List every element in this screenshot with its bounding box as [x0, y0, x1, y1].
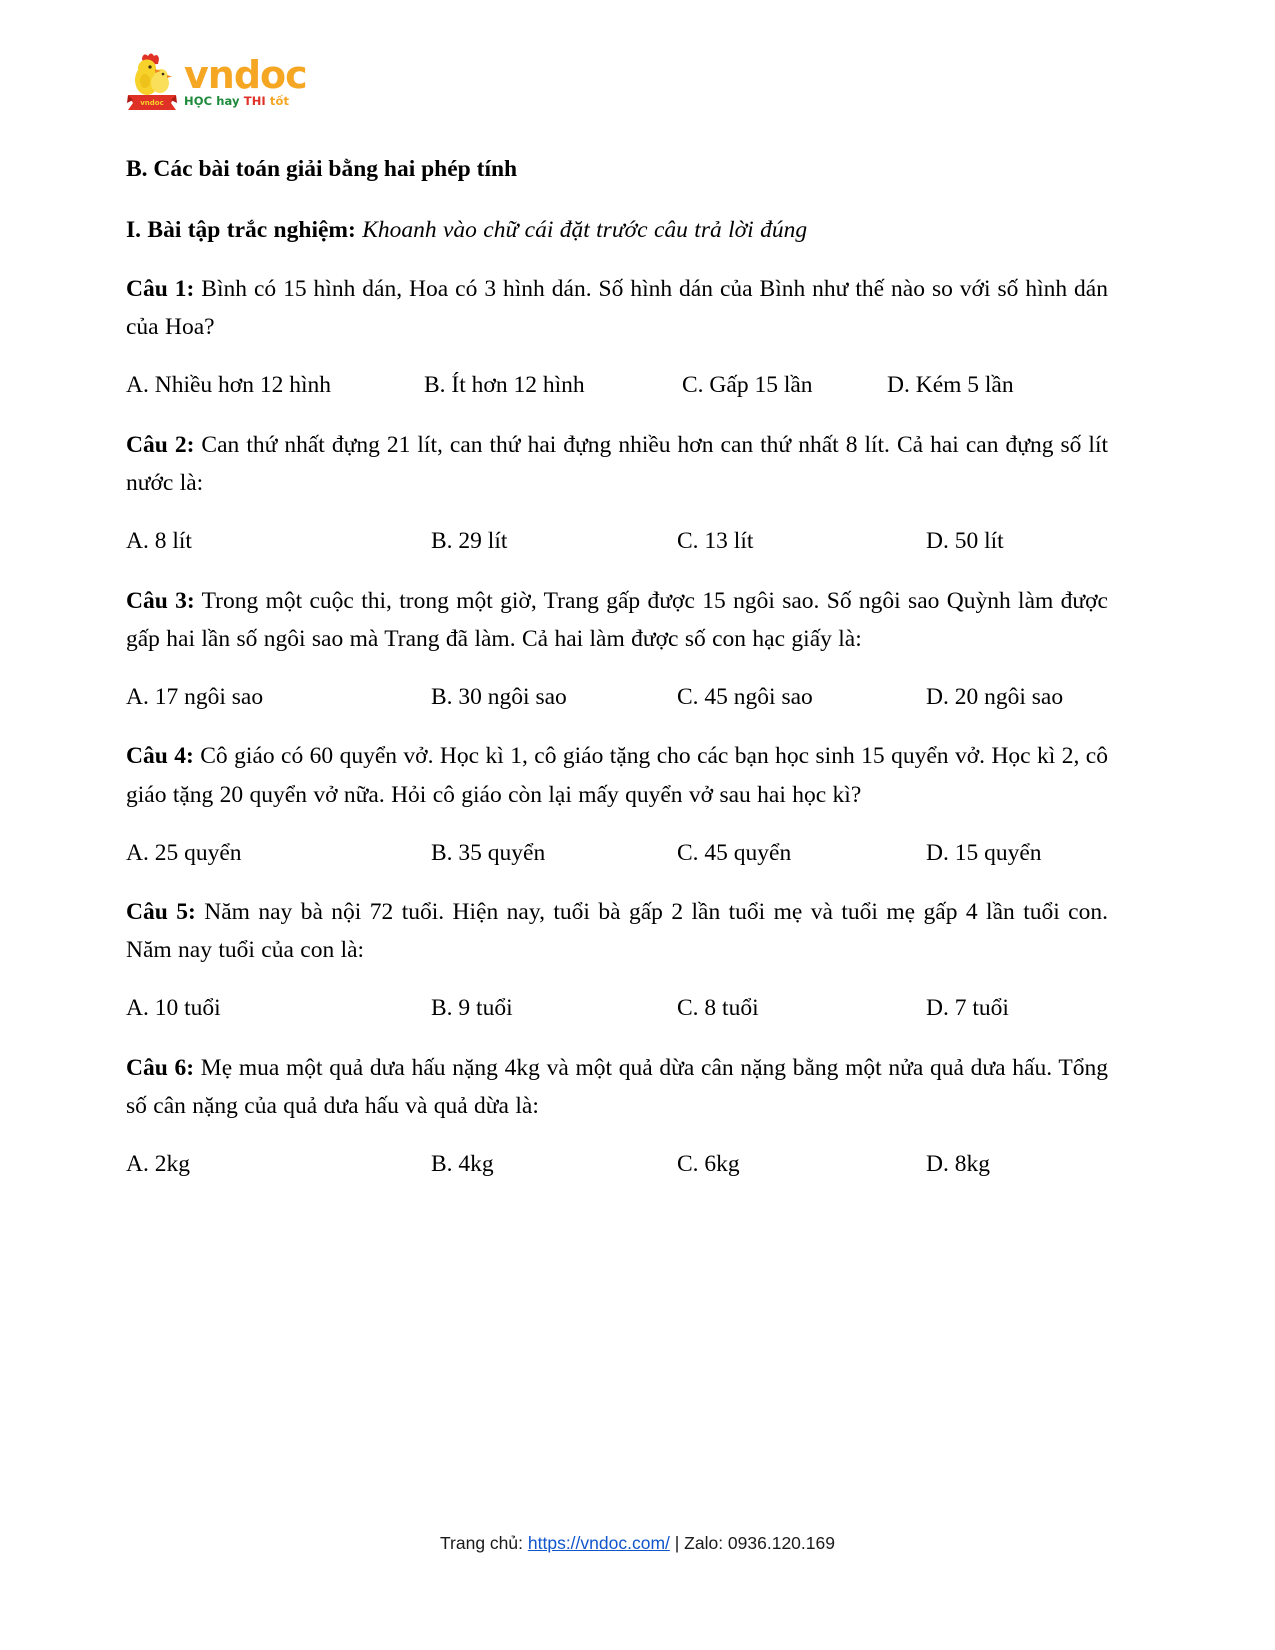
question-2-option-c[interactable]: C. 13 lít	[677, 528, 754, 555]
question-4-option-d[interactable]: D. 15 quyển	[926, 839, 1042, 866]
exercise-instruction: Khoanh vào chữ cái đặt trước câu trả lời đúng	[355, 217, 808, 244]
question-5-options	[126, 990, 1108, 1028]
question-6-option-b[interactable]: B. 4kg	[431, 1151, 494, 1178]
document-body	[126, 152, 1108, 1205]
question-5-option-d[interactable]: D. 7 tuổi	[926, 995, 1009, 1022]
svg-text:vndoc: vndoc	[140, 99, 164, 107]
question-1-text: Bình có 15 hình dán, Hoa có 3 hình dán. Số hình dán của Bình như thế nào so với số hình dán của Hoa?	[126, 276, 1108, 341]
question-1-option-c[interactable]: C. Gấp 15 lần	[682, 372, 813, 399]
logo-tagline	[184, 93, 290, 108]
question-2-label: Câu 2:	[126, 432, 195, 459]
question-2-option-a[interactable]: A. 8 lít	[126, 528, 192, 555]
question-3-label: Câu 3:	[126, 587, 195, 614]
question-5-option-b[interactable]: B. 9 tuổi	[431, 995, 513, 1022]
logo-tagline-thi: THI	[243, 93, 270, 108]
chick-mascot-icon	[126, 50, 178, 112]
question-1-option-a[interactable]: A. Nhiều hơn 12 hình	[126, 372, 331, 399]
footer-homepage-link[interactable]: https://vndoc.com/	[527, 1533, 670, 1553]
section-heading-b: B. Các bài toán giải bằng hai phép tính	[126, 156, 518, 182]
question-2-options	[126, 523, 1108, 561]
exercise-type-line	[126, 211, 1108, 249]
question-5-option-c[interactable]: C. 8 tuổi	[677, 995, 759, 1022]
logo-tagline-hoc: HỌC hay	[184, 93, 244, 108]
question-4	[126, 737, 1108, 813]
question-4-option-a[interactable]: A. 25 quyển	[126, 839, 242, 866]
question-3-text: Trong một cuộc thi, trong một giờ, Trang gấp được 15 ngôi sao. Số ngôi sao Quỳnh làm được gấp hai lần số ngôi sao mà Trang đã làm. Cả hai làm được số con hạc giấy là:	[126, 587, 1108, 652]
question-3-option-b[interactable]: B. 30 ngôi sao	[431, 683, 567, 710]
question-6-option-c[interactable]: C. 6kg	[677, 1151, 740, 1178]
question-4-option-b[interactable]: B. 35 quyển	[431, 839, 546, 866]
question-3-option-d[interactable]: D. 20 ngôi sao	[926, 683, 1064, 710]
question-5-text: Năm nay bà nội 72 tuổi. Hiện nay, tuổi bà gấp 2 lần tuổi mẹ và tuổi mẹ gấp 4 lần tuổi con. Năm nay tuổi của con là:	[126, 899, 1108, 964]
question-6-label: Câu 6:	[126, 1054, 195, 1081]
question-6-option-d[interactable]: D. 8kg	[926, 1151, 990, 1178]
logo-text-block	[184, 52, 307, 108]
question-6-text: Mẹ mua một quả dưa hấu nặng 4kg và một quả dừa cân nặng bằng một nửa quả dưa hấu. Tổng số cân nặng của quả dưa hấu và quả dừa là:	[126, 1054, 1109, 1119]
logo-wordmark: vndoc	[184, 52, 307, 97]
page-footer	[0, 1533, 1275, 1554]
question-1-option-d[interactable]: D. Kém 5 lần	[887, 372, 1014, 399]
question-2	[126, 426, 1108, 502]
question-3	[126, 582, 1108, 658]
question-6-option-a[interactable]: A. 2kg	[126, 1151, 190, 1178]
question-4-option-c[interactable]: C. 45 quyển	[677, 839, 792, 866]
question-1-options	[126, 367, 1108, 405]
question-1-label: Câu 1:	[126, 276, 195, 303]
question-3-options	[126, 679, 1108, 717]
question-1-option-b[interactable]: B. Ít hơn 12 hình	[424, 372, 585, 399]
question-2-option-b[interactable]: B. 29 lít	[431, 528, 508, 555]
footer-prefix: Trang chủ:	[440, 1533, 528, 1553]
vndoc-logo	[126, 48, 307, 114]
question-4-text: Cô giáo có 60 quyển vở. Học kì 1, cô giáo tặng cho các bạn học sinh 15 quyển vở. Học kì 2, cô giáo tặng 20 quyển vở nữa. Hỏi cô giáo còn lại mấy quyển vở sau hai học kì?	[126, 743, 1108, 808]
question-1	[126, 270, 1108, 346]
question-5-label: Câu 5:	[126, 899, 196, 926]
question-6	[126, 1049, 1108, 1125]
question-4-label: Câu 4:	[126, 743, 194, 770]
logo-tagline-tot: tốt	[269, 93, 290, 108]
question-5-option-a[interactable]: A. 10 tuổi	[126, 995, 221, 1022]
question-5	[126, 893, 1108, 969]
question-2-text: Can thứ nhất đựng 21 lít, can thứ hai đựng nhiều hơn can thứ nhất 8 lít. Cả hai can đựng số lít nước là:	[126, 432, 1108, 497]
exercise-type-label: I. Bài tập trắc nghiệm:	[126, 217, 356, 244]
question-2-option-d[interactable]: D. 50 lít	[926, 528, 1004, 555]
question-4-options	[126, 835, 1108, 873]
footer-suffix: | Zalo: 0936.120.169	[669, 1533, 835, 1553]
question-6-options	[126, 1146, 1108, 1184]
question-3-option-c[interactable]: C. 45 ngôi sao	[677, 683, 813, 710]
question-3-option-a[interactable]: A. 17 ngôi sao	[126, 683, 264, 710]
